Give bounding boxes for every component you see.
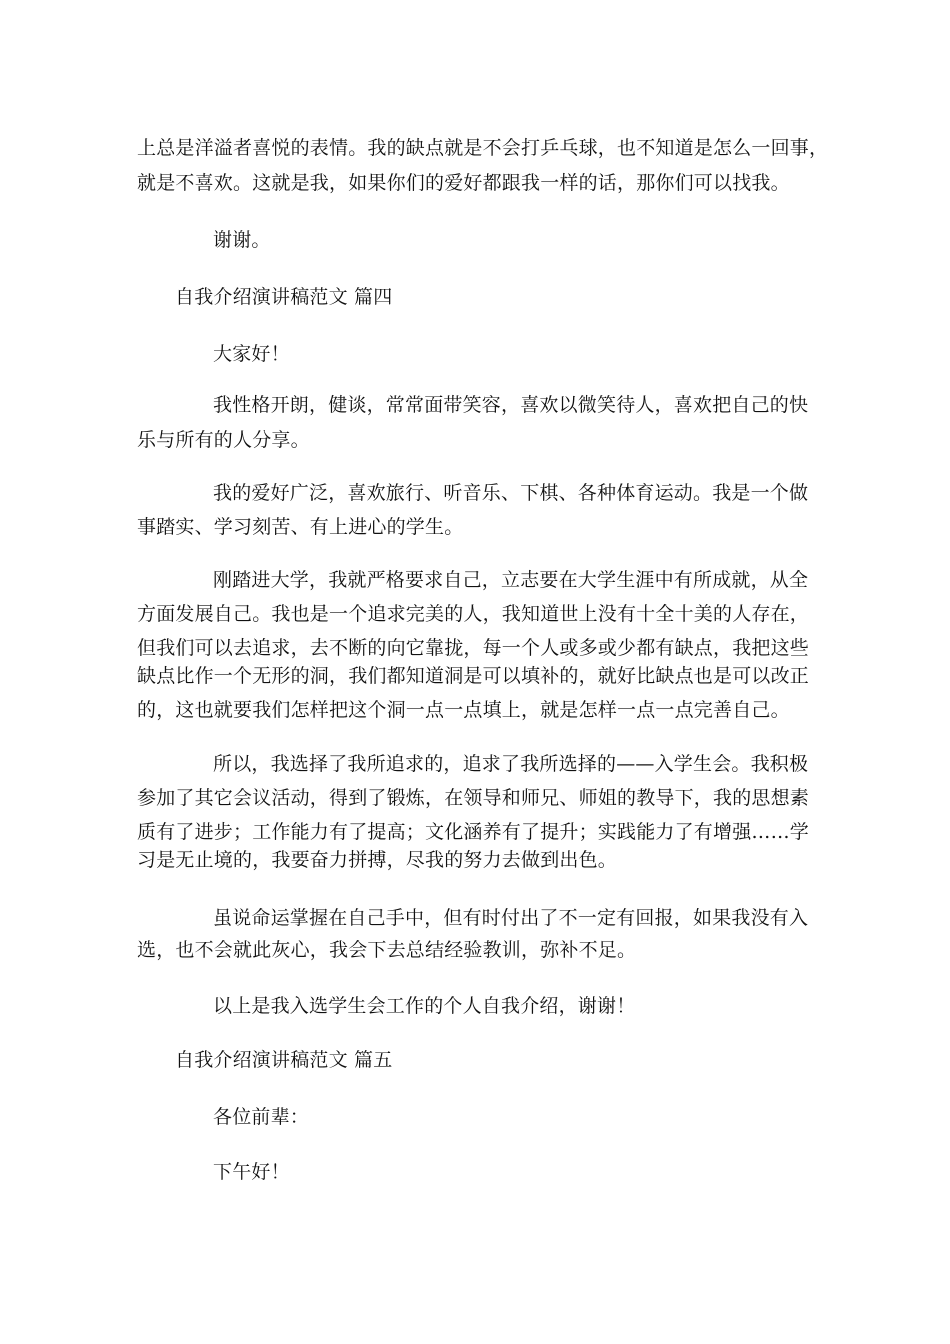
paragraph-line: 我的爱好广泛，喜欢旅行、听音乐、下棋、各种体育运动。我是一个做 bbox=[213, 482, 809, 504]
paragraph-line: 习是无止境的，我要奋力拼搏，尽我的努力去做到出色。 bbox=[137, 849, 618, 871]
greeting-line: 各位前辈： bbox=[213, 1106, 310, 1128]
paragraph-line: 事踏实、学习刻苦、有上进心的学生。 bbox=[137, 516, 464, 538]
paragraph-line: 缺点比作一个无形的洞，我们都知道洞是可以填补的，就好比缺点也是可以改正 bbox=[137, 665, 810, 687]
paragraph-line: 虽说命运掌握在自己手中，但有时付出了不一定有回报，如果我没有入 bbox=[213, 907, 809, 929]
paragraph-line: 就是不喜欢。这就是我，如果你们的爱好都跟我一样的话，那你们可以找我。 bbox=[137, 172, 790, 194]
paragraph-line: 以上是我入选学生会工作的个人自我介绍，谢谢！ bbox=[213, 995, 636, 1017]
paragraph-line: 但我们可以去追求，去不断的向它靠拢，每一个人或多或少都有缺点，我把这些 bbox=[137, 637, 810, 659]
paragraph-line: 方面发展自己。我也是一个追求完美的人，我知道世上没有十全十美的人存在， bbox=[137, 603, 810, 625]
paragraph-line: 参加了其它会议活动，得到了锻炼，在领导和师兄、师姐的教导下，我的思想素 bbox=[137, 787, 810, 809]
paragraph-line: 所以，我选择了我所追求的，追求了我所选择的——入学生会。我积极 bbox=[213, 753, 809, 775]
paragraph-line: 选，也不会就此灰心，我会下去总结经验教训，弥补不足。 bbox=[137, 939, 637, 961]
paragraph-line: 的，这也就要我们怎样把这个洞一点一点填上，就是怎样一点一点完善自己。 bbox=[137, 699, 790, 721]
section-heading: 自我介绍演讲稿范文 篇四 bbox=[175, 286, 393, 308]
greeting-line: 下午好！ bbox=[213, 1161, 290, 1183]
paragraph-line: 谢谢。 bbox=[213, 229, 271, 251]
section-heading: 自我介绍演讲稿范文 篇五 bbox=[175, 1049, 393, 1071]
paragraph-line: 上总是洋溢者喜悦的表情。我的缺点就是不会打乒乓球，也不知道是怎么一回事， bbox=[137, 137, 829, 159]
paragraph-line: 刚踏进大学，我就严格要求自己，立志要在大学生涯中有所成就，从全 bbox=[213, 569, 809, 591]
paragraph-line: 乐与所有的人分享。 bbox=[137, 429, 310, 451]
paragraph-line: 质有了进步；工作能力有了提高；文化涵养有了提升；实践能力了有增强……学 bbox=[137, 821, 810, 843]
greeting-line: 大家好！ bbox=[213, 343, 290, 365]
paragraph-line: 我性格开朗，健谈，常常面带笑容，喜欢以微笑待人，喜欢把自己的快 bbox=[213, 394, 809, 416]
